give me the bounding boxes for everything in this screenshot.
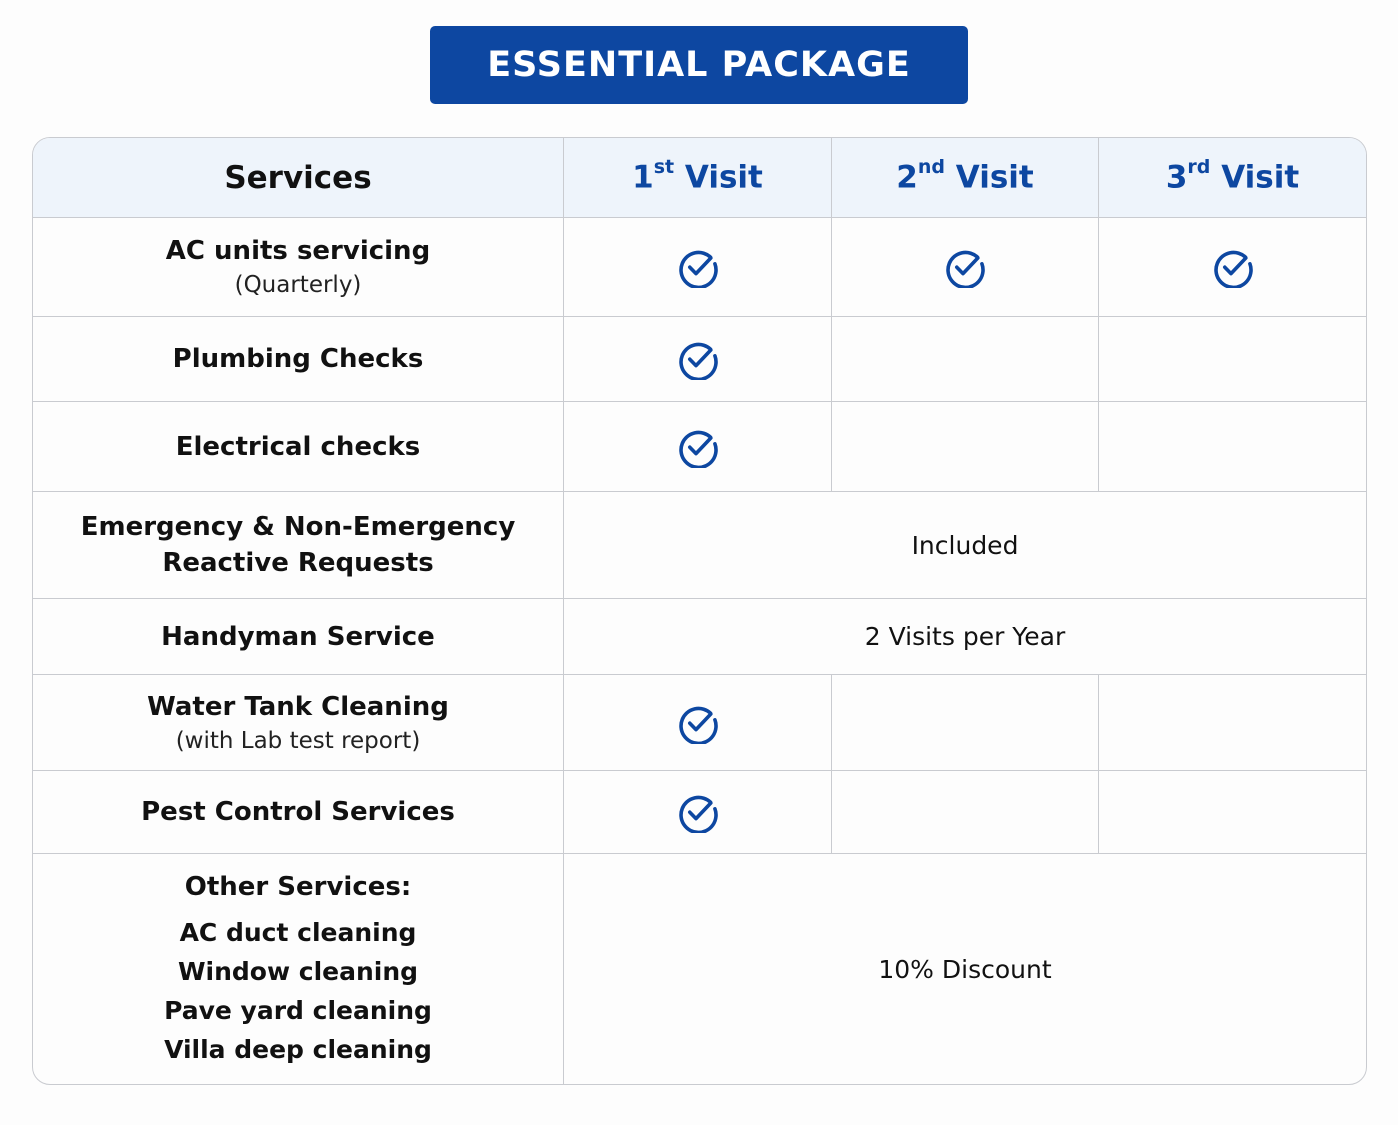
package-title-banner <box>430 26 968 104</box>
row-emergency-service <box>33 492 564 599</box>
other-services-title: Other Services: <box>184 872 412 902</box>
service-name: Plumbing Checks <box>172 344 424 374</box>
check-circle-icon <box>677 702 719 744</box>
service-name: AC units servicing <box>165 236 431 266</box>
visit-1-text: Visit <box>684 159 763 196</box>
other-service-item: Window cleaning <box>177 957 419 986</box>
other-service-item: AC duct cleaning <box>179 918 417 947</box>
header-services <box>33 138 564 218</box>
service-frequency: (Quarterly) <box>234 272 362 298</box>
other-service-item: Villa deep cleaning <box>164 1035 432 1064</box>
check-circle-icon <box>1212 246 1254 288</box>
discount-text: 10% Discount <box>878 954 1052 984</box>
plumbing-visit-2 <box>832 317 1099 402</box>
row-plumbing-service <box>33 317 564 402</box>
emergency-value <box>564 492 1366 599</box>
header-visit-2 <box>832 138 1099 218</box>
plumbing-visit-3 <box>1099 317 1366 402</box>
electrical-visit-2 <box>832 402 1099 492</box>
service-name: Handyman Service <box>161 621 435 652</box>
visit-3-number: 3 <box>1165 159 1188 196</box>
header-services-label: Services <box>224 159 372 196</box>
electrical-visit-1 <box>564 402 832 492</box>
row-handyman-service <box>33 599 564 675</box>
header-visit-3-label <box>1165 156 1300 196</box>
other-service-item: Pave yard cleaning <box>164 996 432 1025</box>
water-visit-2 <box>832 675 1099 771</box>
pest-visit-2 <box>832 771 1099 854</box>
handyman-visits-text: 2 Visits per Year <box>864 622 1066 651</box>
plumbing-visit-1 <box>564 317 832 402</box>
service-note: (with Lab test report) <box>175 727 421 754</box>
check-circle-icon <box>677 426 719 468</box>
row-water-tank-service <box>33 675 564 771</box>
header-visit-1 <box>564 138 832 218</box>
ac-visit-3 <box>1099 218 1366 317</box>
emergency-included-text: Included <box>911 530 1019 560</box>
visit-1-ordinal: st <box>653 156 675 179</box>
header-visit-3 <box>1099 138 1366 218</box>
electrical-visit-3 <box>1099 402 1366 492</box>
ac-visit-2 <box>832 218 1099 317</box>
check-circle-icon <box>677 246 719 288</box>
visit-3-ordinal: rd <box>1187 156 1211 179</box>
check-circle-icon <box>677 791 719 833</box>
visit-2-number: 2 <box>896 159 918 196</box>
visit-1-number: 1 <box>632 159 654 196</box>
package-title: ESSENTIAL PACKAGE <box>487 45 911 85</box>
service-name: Electrical checks <box>175 431 421 462</box>
visit-3-text: Visit <box>1221 159 1300 196</box>
check-circle-icon <box>677 338 719 380</box>
row-electrical-service <box>33 402 564 492</box>
visit-2-text: Visit <box>955 159 1034 196</box>
service-name-line-1: Emergency & Non-Emergency <box>80 512 516 542</box>
service-name-line-2: Reactive Requests <box>162 548 434 578</box>
water-visit-3 <box>1099 675 1366 771</box>
visit-2-ordinal: nd <box>917 156 945 179</box>
services-table <box>32 137 1367 1085</box>
row-pest-control-service <box>33 771 564 854</box>
ac-visit-1 <box>564 218 832 317</box>
service-name: Water Tank Cleaning <box>147 691 449 722</box>
row-ac-service <box>33 218 564 317</box>
header-visit-1-label <box>632 156 763 196</box>
handyman-value <box>564 599 1366 675</box>
other-services-value <box>564 854 1366 1084</box>
header-visit-2-label <box>896 156 1034 196</box>
service-name: Pest Control Services <box>141 797 455 827</box>
check-circle-icon <box>944 246 986 288</box>
pest-visit-3 <box>1099 771 1366 854</box>
row-other-services <box>33 854 564 1084</box>
water-visit-1 <box>564 675 832 771</box>
pest-visit-1 <box>564 771 832 854</box>
